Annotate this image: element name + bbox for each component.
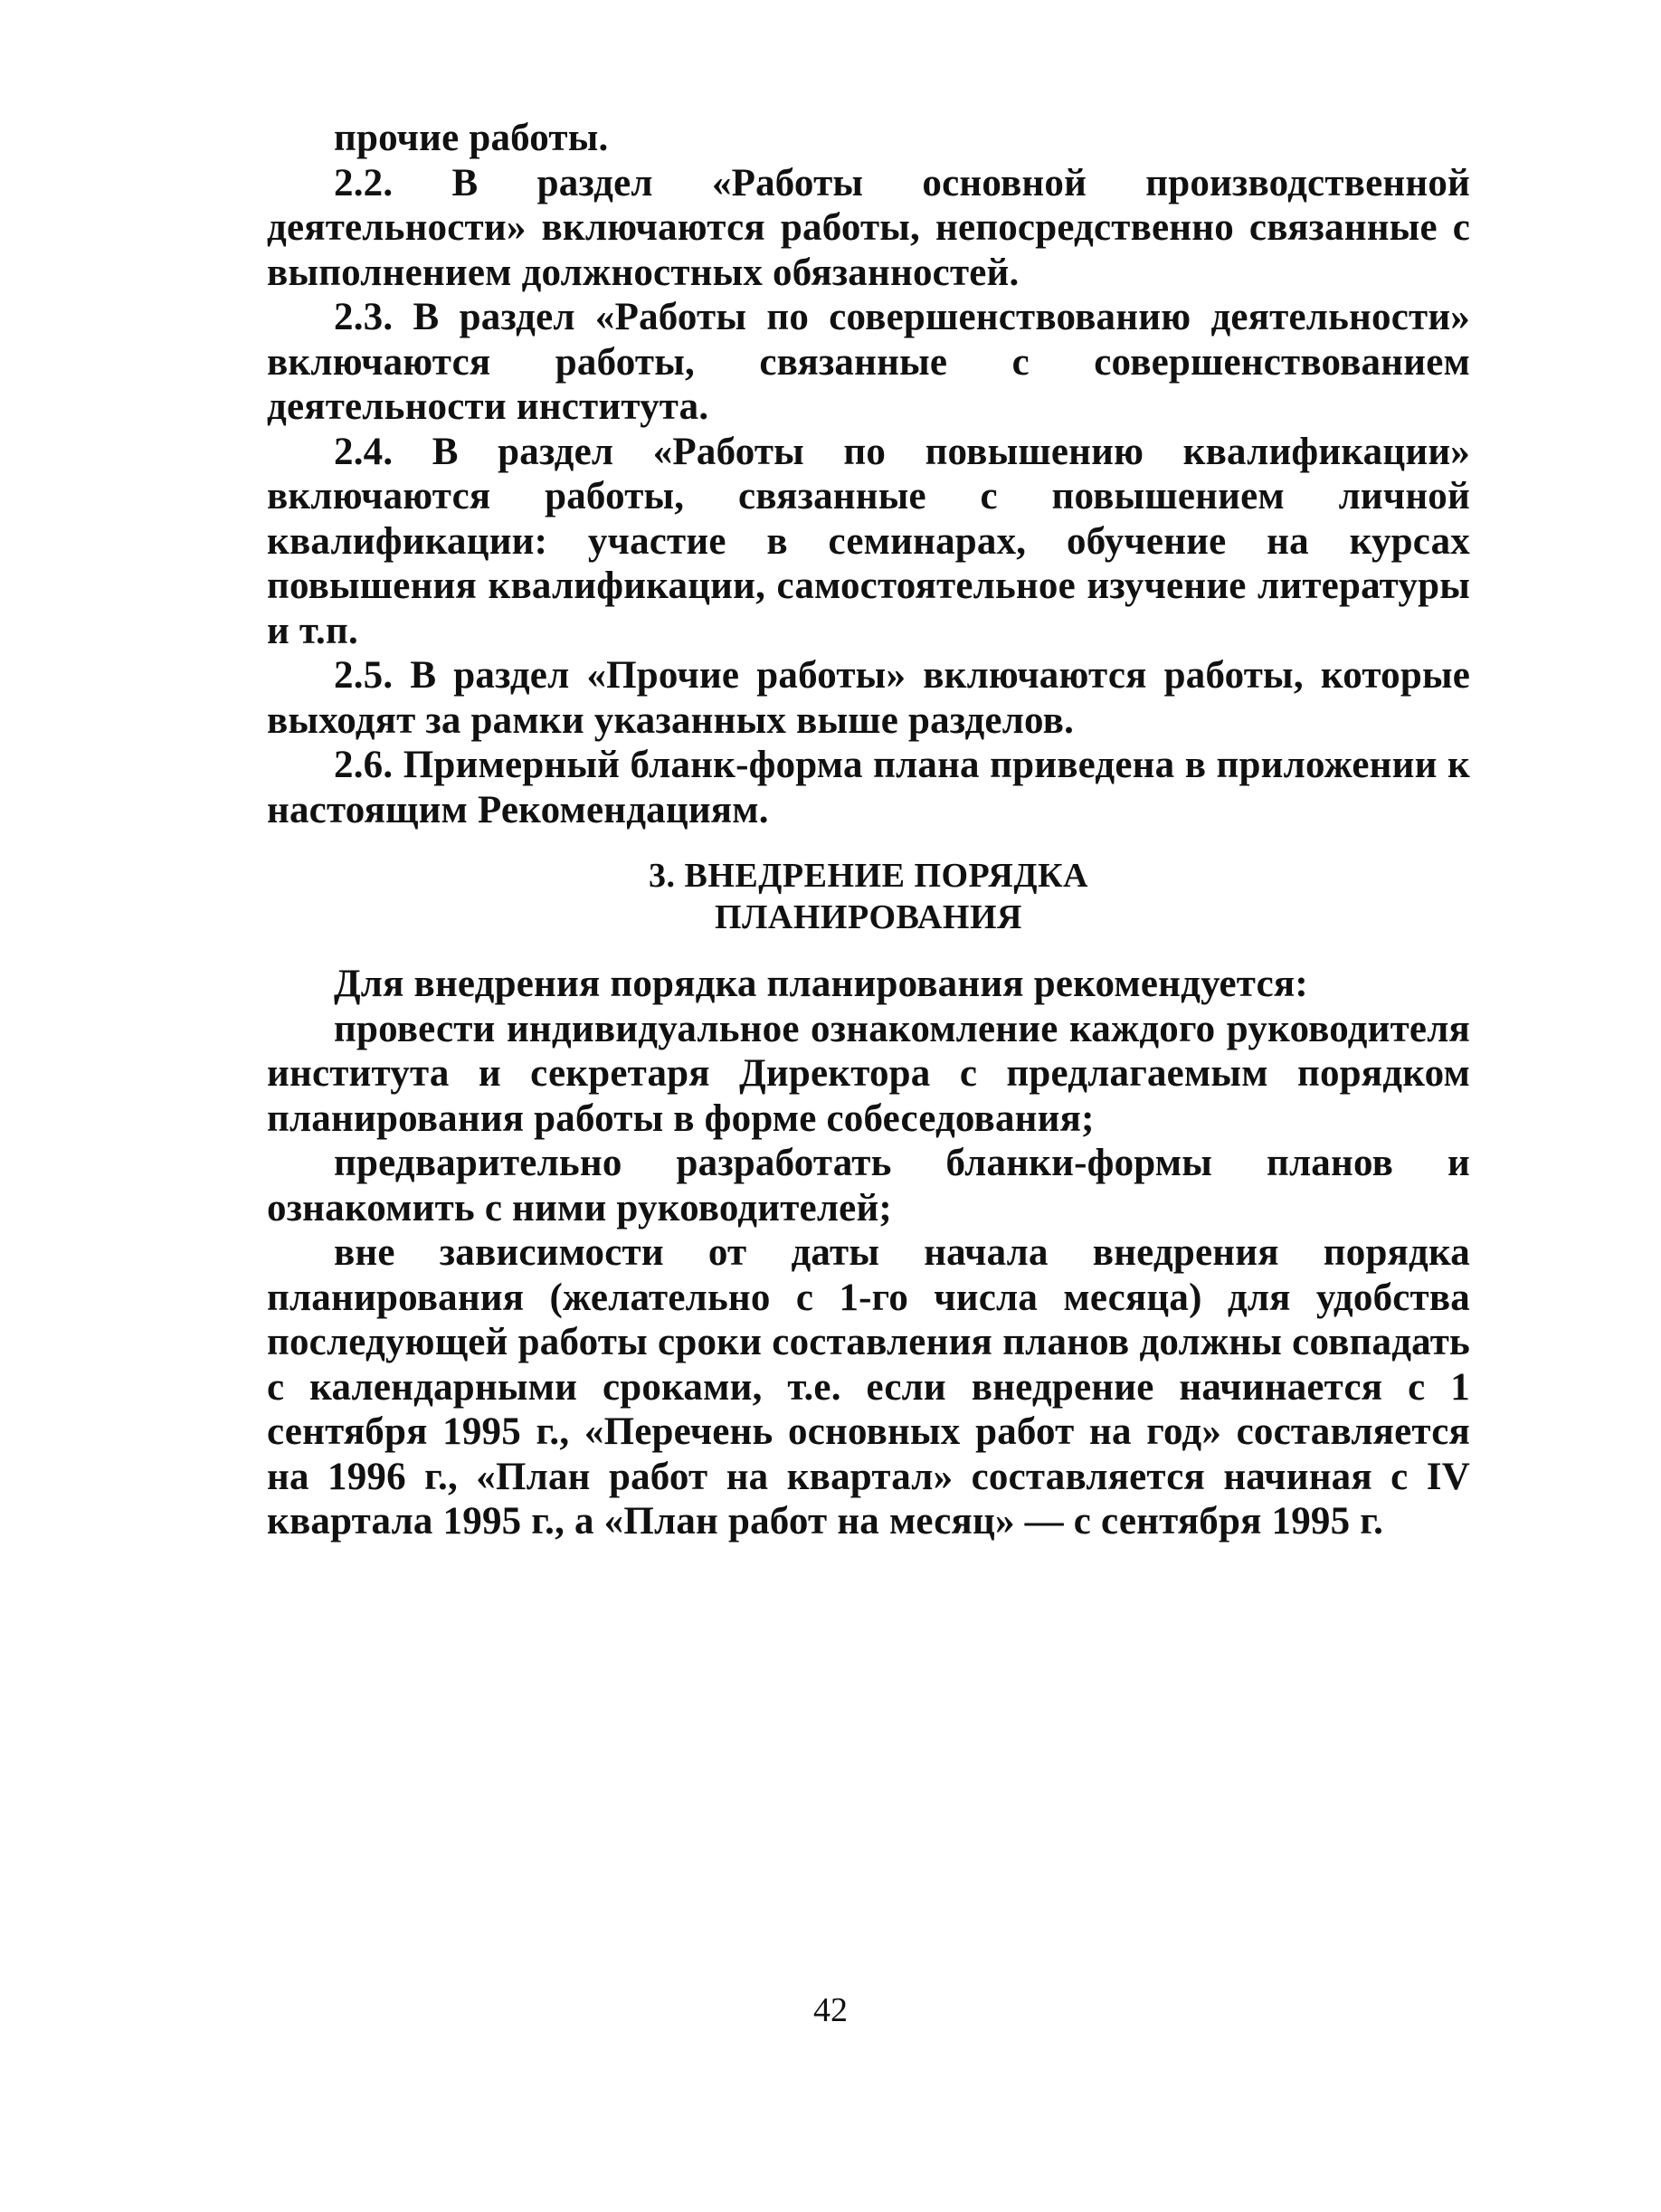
paragraph-number: 2.4.	[334, 430, 394, 473]
paragraph-number: 2.2.	[334, 161, 394, 204]
paragraph-text: В раздел «Работы по повышению квалификации» включаются работы, связанные с повышением личной квалификации: участие в семинарах, обучение на курсах повышения квалификации, самостоятельное изучение литературы и т.п.	[267, 430, 1470, 652]
paragraph-continuation	[267, 116, 1470, 161]
section-3-heading	[267, 855, 1470, 938]
paragraph-2-2	[267, 161, 1470, 296]
paragraph-text: прочие работы.	[334, 117, 609, 159]
paragraph-2-4	[267, 430, 1470, 654]
paragraph-number: 2.5.	[334, 654, 394, 697]
paragraph-number: 2.3.	[334, 296, 394, 338]
section-2-continuation	[267, 116, 1470, 832]
heading-line-2: ПЛАНИРОВАНИЯ	[715, 898, 1022, 936]
section-3-body	[267, 962, 1470, 1544]
paragraph-intro: Для внедрения порядка планирования рекомендуется:	[334, 963, 1308, 1005]
heading-line-1: 3. ВНЕДРЕНИЕ ПОРЯДКА	[649, 857, 1088, 895]
paragraph-2-3	[267, 295, 1470, 430]
page-number: 42	[813, 1991, 848, 2029]
paragraph-text: Примерный бланк-форма плана приведена в приложении к настоящим Рекомендациям.	[267, 744, 1470, 831]
paragraph-text: В раздел «Прочие работы» включаются работы, которые выходят за рамки указанных выше разделов.	[267, 654, 1470, 742]
paragraph-text: В раздел «Работы основной производственной деятельности» включаются работы, непосредственно связанные с выполнением должностных обязанностей.	[267, 161, 1470, 294]
paragraph-item-3: вне зависимости от даты начала внедрения порядка планирования (желательно с 1-го числа месяца) для удобства последующей работы сроки составления планов должны совпадать с календарными сроками, т.е. если внедрение начинается с 1 сентября 1995 г., «Перечень основных работ на год» составляется на 1996 г., «План работ на квартал» составляется начиная с IV квартала 1995 г., а «План работ на месяц» — с сентября 1995 г.	[267, 1231, 1470, 1543]
paragraph-text: В раздел «Работы по совершенствованию деятельности» включаются работы, связанные с совершенствованием деятельности института.	[267, 296, 1470, 428]
paragraph-number: 2.6.	[334, 744, 394, 786]
paragraph-item-2: предварительно разработать бланки-формы планов и ознакомить с ними руководителей;	[267, 1142, 1470, 1229]
paragraph-2-5	[267, 653, 1470, 743]
paragraph-item-1: провести индивидуальное ознакомление каждого руководителя института и секретаря Директора с предлагаемым порядком планирования работы в форме собеседования;	[267, 1007, 1470, 1140]
paragraph-2-6	[267, 743, 1470, 832]
